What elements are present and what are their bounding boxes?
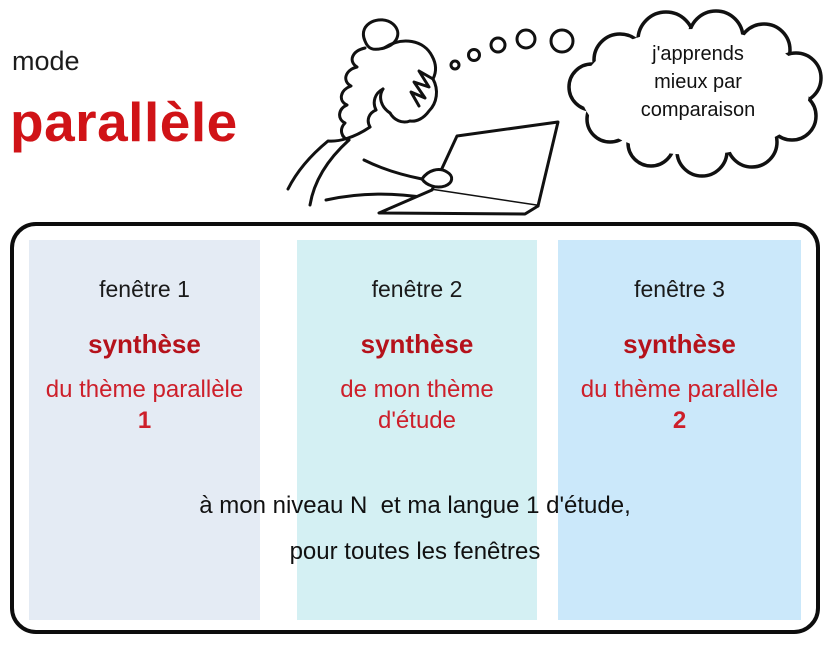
footer-note-line1: à mon niveau N et ma langue 1 d'étude, [199, 492, 631, 519]
bubble-line-2: mieux par [654, 71, 742, 93]
window-description [297, 374, 537, 436]
main-panel [10, 222, 820, 634]
footer-note-line2: pour toutes les fenêtres [289, 538, 541, 565]
mode-label: mode [12, 46, 80, 76]
thought-bubble-text [583, 40, 813, 124]
window-keyword: synthèse [88, 329, 201, 359]
window-name: fenêtre 2 [371, 276, 463, 302]
footer-note [14, 492, 816, 566]
window-desc-line2: d'étude [378, 407, 456, 434]
person-icon [288, 20, 452, 205]
window-keyword: synthèse [360, 329, 474, 359]
laptop-icon [326, 122, 558, 214]
window-desc-line1: du thème parallèle [580, 376, 779, 403]
window-description [29, 374, 260, 436]
window-desc-line1: du thème parallèle [45, 376, 244, 403]
bubble-line-3: comparaison [640, 99, 756, 121]
page-title: parallèle [10, 91, 238, 153]
window-name: fenêtre 1 [99, 276, 190, 302]
window-keyword: synthèse [623, 329, 736, 359]
window-description [558, 374, 801, 436]
bubble-line-1: j'apprends [652, 43, 744, 65]
window-desc-line2: 1 [137, 407, 152, 434]
thought-dots-icon [451, 30, 573, 69]
window-name: fenêtre 3 [634, 276, 725, 302]
window-desc-line1: de mon thème [340, 376, 494, 403]
window-desc-line2: 2 [672, 407, 687, 434]
